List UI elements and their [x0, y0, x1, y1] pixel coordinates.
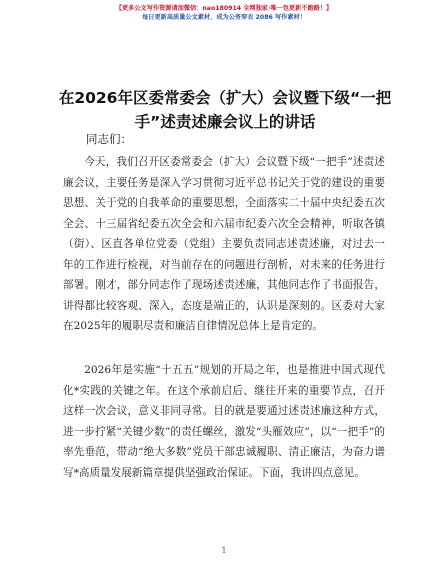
- banner-line-2: 每日更新高质量公文素材，成为公务穿衣 2086 写作素材！: [142, 14, 306, 21]
- paragraph-2: 2026年是实施“十五五”规划的开局之年，也是推进中国式现代化*实践的关键之年。在这个承前启后、继往开来的重要节点，召开这样一次会议，意义非同寻常。目的就是要通过述责述廉这种方式，进一步拧紧“关键少数”的责任螺丝，激发“头雁效应”，以“一把手”的率先垂范，带动“绝大多数”党员干部忠诚履职、清正廉洁，为奋力谱写*高质量发展新篇章提供坚强政治保证。下面，我讲四点意见。: [63, 364, 385, 479]
- paragraph-1: 今天，我们召开区委常委会（扩大）会议暨下级“一把手”述责述廉会议，主要任务是深入学习贯彻习近平总书记关于党的建设的重要思想、关于党的自我革命的重要思想，全面落实二十届中央纪委五次全会、十三届省纪委五次全会和六届市纪委六次全会精神，听取各镇（街）、区直各单位党委（党组）主要负责同志述责述廉，对过去一年的工作进行检视，对当前存在的问题进行剖析，对未来的任务进行部署。刚才，部分同志作了现场述责述廉，其他同志作了书面报告，讲得都比较客观、深入，态度是端正的，认识是深刻的。区委对大家在2025年的履职尽责和廉洁自律情况总体上是肯定的。: [63, 156, 385, 332]
- document-title: 在2026年区委常委会（扩大）会议暨下级“一把手”述责述廉会议上的讲话: [58, 89, 392, 131]
- page-number: 1: [221, 546, 227, 555]
- salutation: 同志们：: [86, 132, 132, 146]
- banner-line-1: 【更多公文写作资源请加微信：nao180914 全网独家·唯一包更新不跑路！】: [115, 5, 333, 12]
- header-banner: [0, 4, 448, 22]
